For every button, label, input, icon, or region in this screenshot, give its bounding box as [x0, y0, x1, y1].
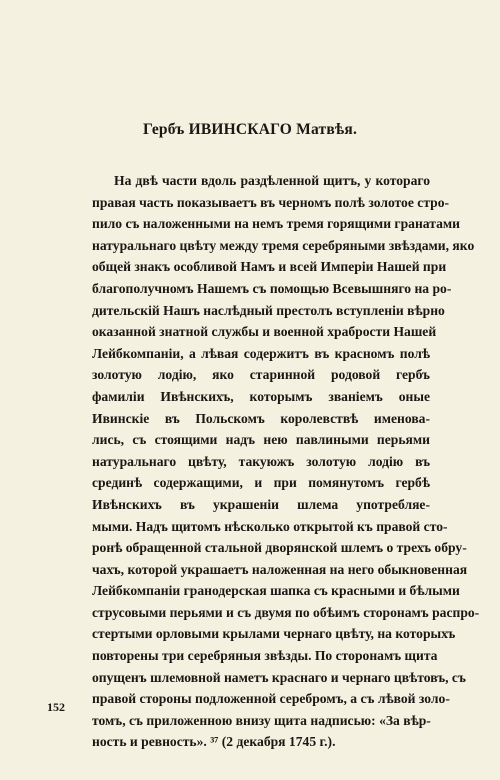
text-line: правой стороны подложенной серебромъ, а съ лѣвой золо- [92, 691, 450, 707]
text-line: натуральнаго цвѣту между тремя серебряными звѣздами, яко [92, 237, 475, 253]
text-line: золотую лодiю, яко старинной родовой гербъ [92, 367, 430, 383]
text-line: повторены три серебряныя звѣзды. По сторонамъ щита [92, 648, 438, 664]
text-line: стертыми орловыми крылами чернаго цвѣту, на которыхъ [92, 626, 456, 642]
text-line: срединѣ содержащими, и при помянутомъ гербѣ [92, 475, 430, 491]
text-line: ронѣ обращенной стальной дворянской шлемъ о трехъ обру- [92, 540, 467, 556]
text-line: лись, съ стоящими надъ нею павлиными перьями [92, 432, 430, 448]
text-line: томъ, съ приложенною внизу щита надписью: «За вѣр- [92, 712, 431, 728]
text-line: струсовыми перьями и съ двумя по обѣимъ сторонамъ распро- [92, 604, 480, 620]
text-line: Лейбкомпанiи, а лѣвая содержитъ въ красномъ полѣ [92, 345, 430, 361]
text-line: Лейбкомпанiи гранодерская шапка съ красными и бѣлыми [92, 583, 460, 599]
text-line: ность и ревность». ³⁷ (2 декабря 1745 г.). [92, 734, 336, 750]
text-line: чахъ, которой украшаетъ наложенная на него обыкновенная [92, 561, 468, 577]
text-line: мыми. Надъ щитомъ нѣсколько открытой къ правой сто- [92, 518, 448, 534]
text-line: благополучномъ Нашемъ съ помощью Всевышняго на ро- [92, 280, 452, 296]
body-text [92, 170, 480, 753]
text-line: опущенъ шлемовной наметъ краснаго и чернаго цвѣтовъ, съ [92, 669, 466, 685]
text-line: натуральнаго цвѣту, такуюжъ золотую лодiю въ [92, 453, 430, 469]
text-line: фамилiи Ивѣнскихъ, которымъ званiемъ оные [92, 388, 430, 404]
text-line: правая часть показываетъ въ черномъ полѣ золотое стро- [92, 194, 450, 210]
text-line: Ивинскiе въ Польскомъ королевствѣ именова- [92, 410, 430, 426]
text-line: пило съ наложенными на немъ тремя горящими гранатами [92, 216, 460, 232]
page-title: Гербъ ИВИНСКАГО Матвѣя. [142, 121, 358, 138]
text-line: На двѣ части вдоль раздѣленной щитъ, у котораго [114, 173, 430, 188]
page-number: 152 [47, 700, 65, 714]
text-line: оказанной знатной службы и военной храбрости Нашей [92, 324, 437, 340]
text-line: Ивѣнскихъ въ украшенiи шлема употребляе- [92, 496, 430, 512]
text-line: общей знакъ особливой Намъ и всей Имперiи Нашей при [92, 259, 447, 275]
text-line: дительскiй Нашъ наслѣдный престолъ вступленiи вѣрно [92, 302, 445, 318]
